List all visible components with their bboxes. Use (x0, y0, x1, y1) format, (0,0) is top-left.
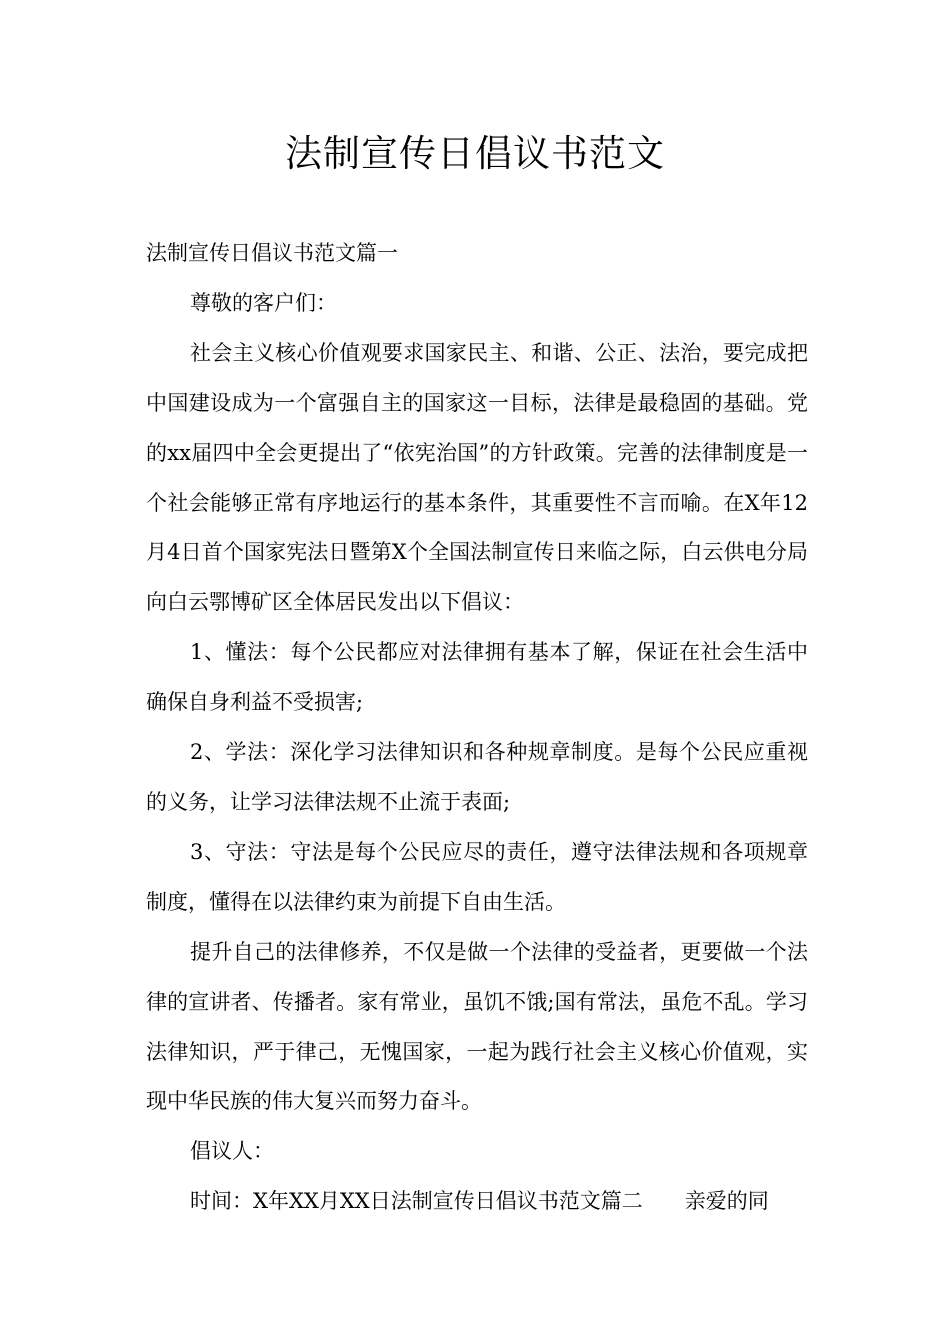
document-body (146, 229, 808, 1227)
salutation: 尊敬的客户们： (190, 290, 337, 315)
paragraph-conclusion: 提升自己的法律修养，不仅是做一个法律的受益者，更要做一个法律的宣讲者、传播者。家有常业，虽饥不饿;国有常法，虽危不乱。学习法律知识，严于律己，无愧国家，一起为践行社会主义核心价值观，实现中华民族的伟大复兴而努力奋斗。 (146, 939, 808, 1114)
paragraph-intro: 社会主义核心价值观要求国家民主、和谐、公正、法治，要完成把中国建设成为一个富强自主的国家这一目标，法律是最稳固的基础。党的xx届四中全会更提出了“依宪治国”的方针政策。完善的法律制度是一个社会能够正常有序地运行的基本条件，其重要性不言而喻。在X年12月4日首个国家宪法日暨第X个全国法制宣传日来临之际，白云供电分局向白云鄂博矿区全体居民发出以下倡议： (146, 340, 808, 615)
document-title: 法制宣传日倡议书范文 (285, 132, 665, 175)
signature-label: 倡议人： (190, 1139, 274, 1164)
section-heading: 法制宣传日倡议书范文篇一 (146, 241, 398, 265)
time-line: 时间：X年XX月XX日法制宣传日倡议书范文篇二 亲爱的同 (190, 1189, 769, 1214)
paragraph-item-2: 2、学法：深化学习法律知识和各种规章制度。是每个公民应重视的义务，让学习法律法规不止流于表面; (146, 740, 808, 814)
paragraph-item-1: 1、懂法：每个公民都应对法律拥有基本了解，保证在社会生活中确保自身利益不受损害; (146, 640, 808, 715)
paragraph-item-3: 3、守法：守法是每个公民应尽的责任，遵守法律法规和各项规章制度，懂得在以法律约束为前提下自由生活。 (146, 839, 808, 914)
